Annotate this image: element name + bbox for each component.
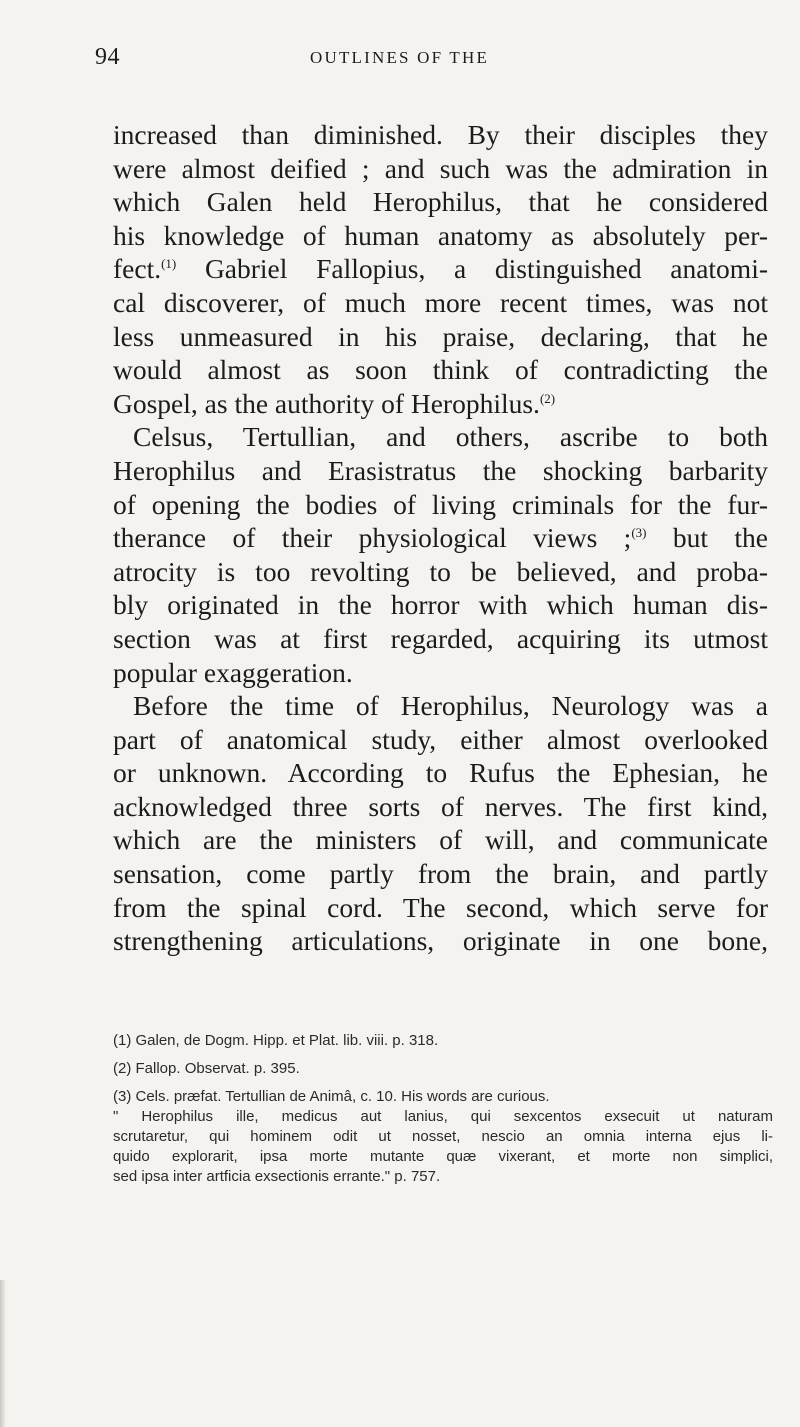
text-line: which are the ministers of will, and communicate (113, 824, 768, 856)
page-number: 94 (95, 44, 120, 70)
text-line: acknowledged three sorts of nerves. The first kind, (113, 790, 768, 822)
footnote-ref-2: (2) (539, 390, 556, 406)
page-edge-shadow (0, 1280, 6, 1427)
body-text (113, 118, 768, 958)
text-line: of opening the bodies of living criminals for the fur- (113, 488, 768, 520)
text-line: sensation, come partly from the brain, and partly (113, 858, 768, 890)
footnote-3-line: scrutaretur, qui hominem odit ut nosset, nescio an omnia interna ejus li- (113, 1128, 773, 1145)
text-line: would almost as soon think of contradicting the (113, 354, 768, 386)
text-line: his knowledge of human anatomy as absolutely per- (113, 219, 768, 251)
text-line: part of anatomical study, either almost overlooked (113, 723, 768, 755)
text-line: section was at first regarded, acquiring its utmost (113, 622, 768, 654)
footnote-1: (1) Galen, de Dogm. Hipp. et Plat. lib. viii. p. 318. (113, 1032, 439, 1049)
text-line: or unknown. According to Rufus the Ephesian, he (113, 757, 768, 789)
footnote-ref-1: (1) (161, 256, 177, 272)
footnote-2: (2) Fallop. Observat. p. 395. (113, 1060, 300, 1077)
text-fragment: fect. (113, 253, 162, 285)
text-line: increased than diminished. By their disciples they (113, 119, 768, 150)
text-line (113, 387, 768, 421)
text-line: bly originated in the horror with which human dis- (113, 589, 768, 621)
text-line: popular exaggeration. (113, 656, 353, 688)
paragraph-start-line: Before the time of Herophilus, Neurology was a (133, 690, 768, 722)
footnote-3-line: " Herophilus ille, medicus aut lanius, qui sexcentos exsecuit ut naturam (113, 1108, 773, 1125)
text-line (113, 252, 768, 286)
text-fragment: but the (646, 522, 768, 554)
footnote-3: (3) Cels. præfat. Tertullian de Animâ, c. 10. His words are curious. (113, 1088, 550, 1105)
text-line: cal discoverer, of much more recent times, was not (113, 286, 768, 318)
text-line: strengthening articulations, originate in one bone, (113, 925, 768, 957)
text-fragment: therance of their physiological views ; (113, 522, 632, 554)
text-fragment: Gospel, as the authority of Herophilus. (113, 387, 540, 419)
page-header (95, 40, 775, 80)
text-fragment: Gabriel Fallopius, a distinguished anatomi- (176, 253, 768, 285)
text-line: which Galen held Herophilus, that he considered (113, 186, 768, 218)
footnotes (113, 1031, 773, 1187)
text-line: from the spinal cord. The second, which serve for (113, 891, 768, 923)
footnote-ref-3: (3) (631, 524, 647, 540)
text-line (113, 521, 768, 555)
footnote-3-line: quido explorarit, ipsa morte mutante quæ vixerant, et morte non simplici, (113, 1148, 773, 1165)
text-line: atrocity is too revolting to be believed, and proba- (113, 555, 768, 587)
running-title: OUTLINES OF THE (310, 48, 490, 67)
paragraph-start-line: Celsus, Tertullian, and others, ascribe to both (133, 421, 768, 453)
footnote-3-line: sed ipsa inter artficia exsectionis errante." p. 757. (113, 1168, 441, 1185)
text-line: less unmeasured in his praise, declaring, that he (113, 320, 768, 352)
text-line: Herophilus and Erasistratus the shocking barbarity (113, 454, 768, 486)
text-line: were almost deified ; and such was the admiration in (113, 152, 768, 184)
